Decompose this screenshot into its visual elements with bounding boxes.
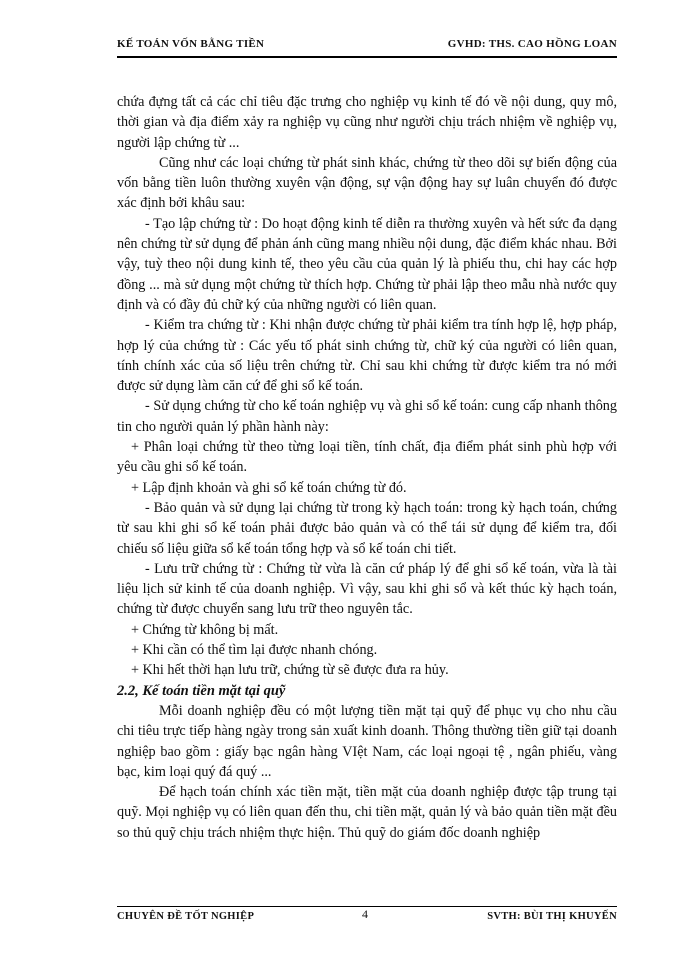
list-item: + Khi hết thời hạn lưu trữ, chứng từ sẽ được đưa ra hủy. (131, 662, 449, 679)
paragraph: Để hạch toán chính xác tiền mặt, tiền mặt của doanh nghiệp được tập trung tại quỹ. Mọi nghiệp vụ có liên quan đến thu, chi tiền mặt, quản lý và bảo quản tiền mặt đều so thủ quỹ chịu trách nhiệm thực hiện. Thủ quỹ do giám đốc doanh nghiệp (117, 784, 617, 841)
paragraph: Mỗi doanh nghiệp đều có một lượng tiền mặt tại quỹ để phục vụ cho nhu cầu chi tiêu trực tiếp hàng ngày trong sản xuất kinh doanh. Thông thường tiền giữ tại doanh nghiệp bao gồm : giấy bạc ngân hàng VIệt Nam, các loại ngoại tệ , ngân phiếu, vàng bạc, kim loại quý đá quý ... (117, 702, 617, 780)
page-number: 4 (362, 907, 369, 921)
paragraph: - Lưu trữ chứng từ : Chứng từ vừa là căn cứ pháp lý để ghi sổ kế toán, vừa là tài liệu lịch sử kinh tế của doanh nghiệp. Vì vậy, sau khi ghi sổ và kết thúc kỳ hạch toán, chứng từ được chuyển sang lưu trữ theo nguyên tắc. (117, 560, 617, 618)
page-header (117, 36, 617, 58)
list-item: + Lập định khoản và ghi sổ kế toán chứng từ đó. (131, 479, 407, 496)
header-advisor: GVHD: THS. CAO HỒNG LOAN (447, 38, 617, 50)
paragraph: - Sử dụng chứng từ cho kế toán nghiệp vụ và ghi sổ kế toán: cung cấp nhanh thông tin cho người quản lý phần hành này: (117, 398, 617, 435)
paragraph: Cũng như các loại chứng từ phát sinh khác, chứng từ theo dõi sự biến động của vốn bằng tiền luôn thường xuyên vận động, sự vận động hay sự luân chuyển đó được xác định bởi khâu sau: (117, 154, 617, 212)
paragraph: - Bảo quản và sử dụng lại chứng từ trong kỳ hạch toán: trong kỳ hạch toán, chứng từ sau khi ghi sổ kế toán phải được bảo quản và có thể tái sử dụng để kiểm tra, đối chiếu số liệu giữa sổ kế toán tổng hợp và sổ kế toán chi tiết. (117, 499, 617, 557)
document-body (117, 92, 617, 843)
header-title: KẾ TOÁN VỐN BẰNG TIỀN (117, 38, 265, 50)
section-heading: 2.2, Kế toán tiền mặt tại quỹ (117, 682, 286, 699)
footer-topic: CHUYÊN ĐỀ TỐT NGHIỆP (117, 911, 255, 922)
page-footer (117, 906, 617, 927)
footer-student: SVTH: BÙI THỊ KHUYẾN (487, 911, 617, 922)
list-item: + Chứng từ không bị mất. (131, 621, 279, 638)
paragraph: chứa đựng tất cả các chỉ tiêu đặc trưng cho nghiệp vụ kinh tế đó về nội dung, quy mô, thời gian và địa điểm xảy ra nghiệp vụ cũng như người chịu trách nhiệm về nghiệp vụ, người lập chứng từ ... (117, 94, 617, 151)
paragraph: - Kiểm tra chứng từ : Khi nhận được chứng từ phải kiểm tra tính hợp lệ, hợp pháp, hợp lý của chứng từ : Các yếu tố phát sinh chứng từ, chữ ký của người có liên quan, tính chính xác của số liệu trên chứng từ. Chỉ sau khi chứng từ được kiểm tra nó mới được sử dụng làm căn cứ để ghi sổ kế toán. (117, 317, 617, 395)
list-item: + Phân loại chứng từ theo từng loại tiền, tính chất, địa điểm phát sinh phù hợp với yêu cầu ghi sổ kế toán. (117, 439, 617, 476)
paragraph: - Tạo lập chứng từ : Do hoạt động kinh tế diễn ra thường xuyên và hết sức đa dạng nên chứng từ sử dụng để phản ánh cũng mang nhiều nội dung, đặc điểm khác nhau. Bởi vậy, tuỳ theo nội dung kinh tế, theo yêu cầu của quản lý là phiếu thu, chi hay các hợp đồng ... mà sử dụng một chứng từ thích hợp. Chứng từ phải lập theo mẫu nhà nước quy định và có đầy đủ chữ ký của những người có liên quan. (117, 215, 617, 313)
list-item: + Khi cần có thể tìm lại được nhanh chóng. (131, 642, 378, 659)
